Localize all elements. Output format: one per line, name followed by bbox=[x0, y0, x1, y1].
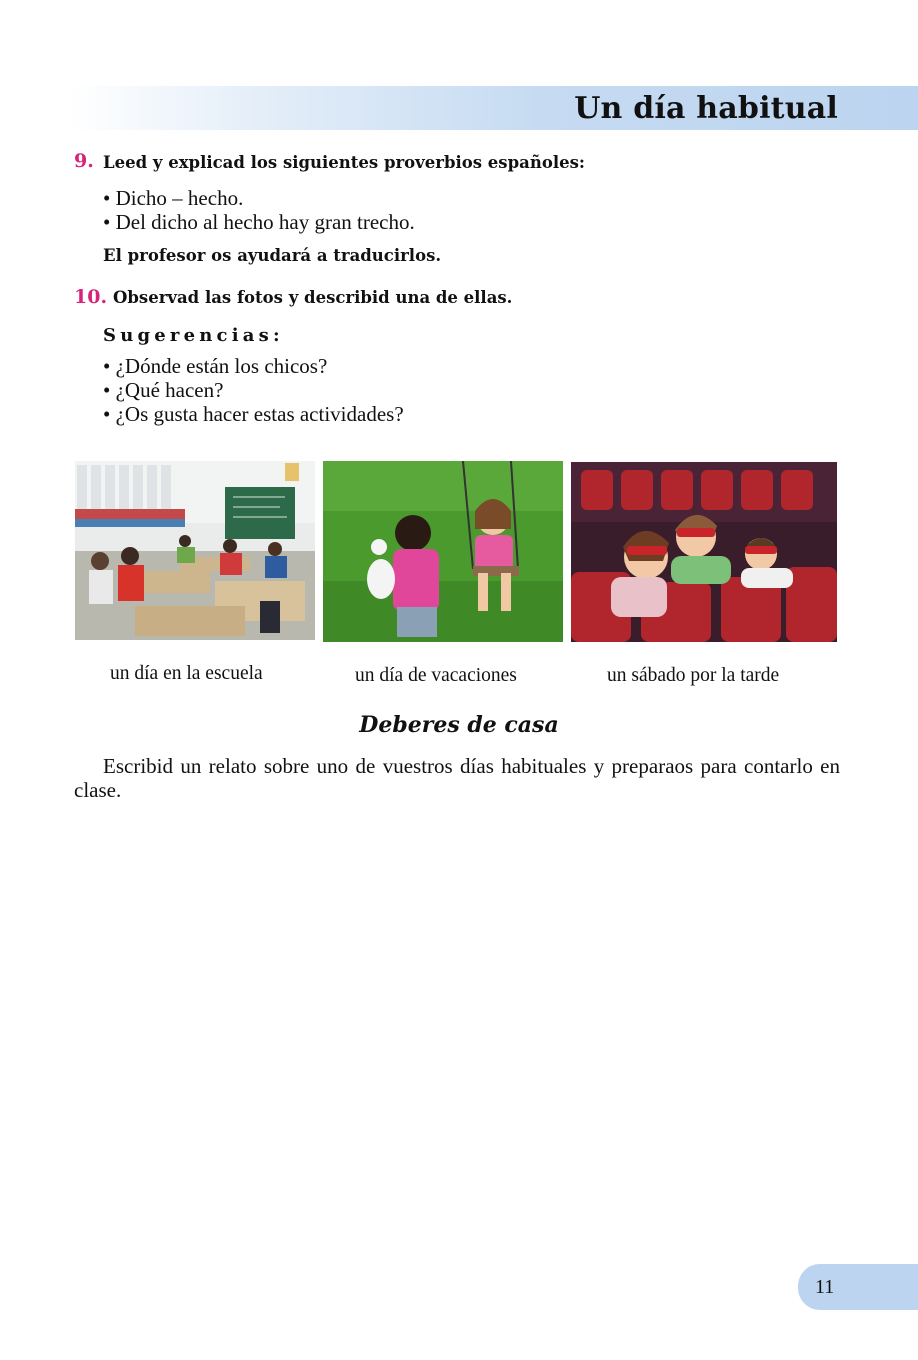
swing-photo bbox=[323, 461, 563, 642]
caption-vacation: un día de vacaciones bbox=[355, 665, 517, 686]
proverb-1: • Dicho – hecho. bbox=[103, 186, 244, 210]
question-2: • ¿Qué hacen? bbox=[103, 378, 224, 402]
task-9-instruction: Leed y explicad los siguientes proverbios españoles: bbox=[103, 153, 585, 172]
classroom-photo bbox=[75, 461, 315, 640]
task-9-note: El profesor os ayudará a traducirlos. bbox=[103, 246, 442, 265]
proverb-2: • Del dicho al hecho hay gran trecho. bbox=[103, 210, 415, 234]
suggestions-label: Sugerencias: bbox=[103, 325, 284, 346]
page-number: 11 bbox=[815, 1276, 835, 1298]
homework-text: Escribid un relato sobre uno de vuestros días habituales y preparaos para contarlo en clase. bbox=[74, 754, 840, 802]
homework-title: Deberes de casa bbox=[359, 712, 559, 738]
caption-school: un día en la escuela bbox=[110, 663, 263, 684]
caption-saturday: un sábado por la tarde bbox=[607, 665, 780, 686]
task-10-number: 10. bbox=[74, 286, 108, 308]
page-title: Un día habitual bbox=[574, 91, 838, 126]
task-10-instruction: Observad las fotos y describid una de ellas. bbox=[113, 288, 513, 307]
cinema-photo bbox=[571, 462, 837, 642]
question-1: • ¿Dónde están los chicos? bbox=[103, 354, 328, 378]
question-3: • ¿Os gusta hacer estas actividades? bbox=[103, 402, 404, 426]
task-9-number: 9. bbox=[74, 150, 94, 172]
